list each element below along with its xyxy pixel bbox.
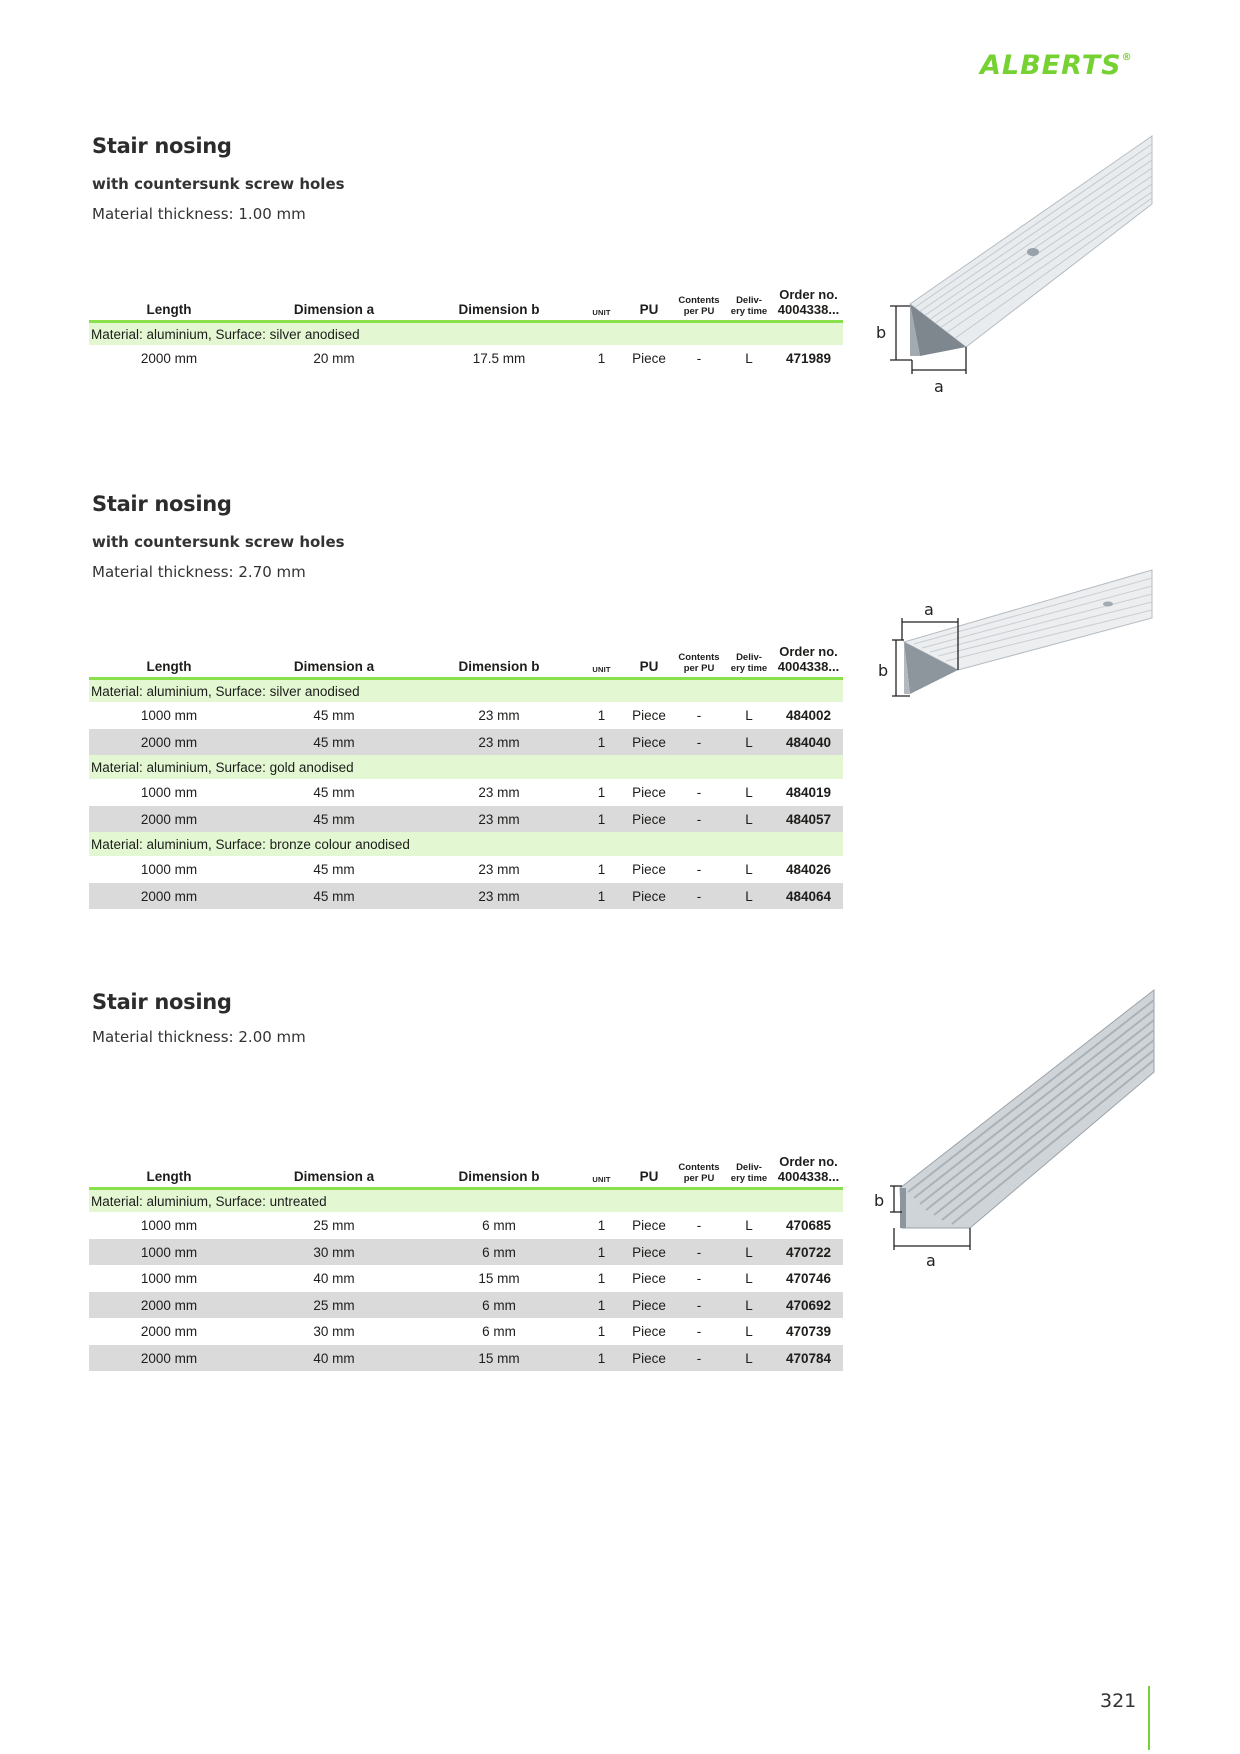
cell-unit: 1 bbox=[597, 1271, 606, 1287]
section-title: Stair nosing bbox=[92, 990, 232, 1014]
cell-length: 2000 mm bbox=[140, 351, 198, 367]
table-header bbox=[89, 1155, 843, 1188]
cell-dimension-b: 23 mm bbox=[478, 862, 520, 878]
cell-dimension-a: 25 mm bbox=[249, 1292, 419, 1319]
cell-dimension-a: 25 mm bbox=[313, 1218, 355, 1234]
cell-order: 484026 bbox=[785, 862, 832, 878]
cell-dimension-b: 23 mm bbox=[419, 729, 579, 756]
cell-order: 470685 bbox=[785, 1218, 832, 1234]
cell-order: 471989 bbox=[785, 351, 832, 367]
cell-length: 2000 mm bbox=[89, 1345, 249, 1372]
col-dimension-b: Dimension b bbox=[419, 288, 579, 321]
cell-contents: - bbox=[674, 1239, 724, 1266]
material-label: Material: aluminium, Surface: silver anodised bbox=[89, 678, 843, 702]
cell-length: 1000 mm bbox=[140, 1271, 198, 1287]
cell-unit: 1 bbox=[597, 1324, 606, 1340]
col-order-line2: 4004338... bbox=[777, 658, 840, 674]
cell-contents: - bbox=[674, 806, 724, 833]
cell-contents: - bbox=[696, 1271, 702, 1287]
registered-mark: ® bbox=[1121, 52, 1133, 63]
cell-delivery: L bbox=[745, 1324, 753, 1340]
brand-name: ALBERTS bbox=[980, 50, 1122, 81]
col-order bbox=[774, 1155, 843, 1188]
dimension-a-label: a bbox=[924, 600, 934, 619]
cell-delivery: L bbox=[745, 1218, 753, 1234]
cell-length: 1000 mm bbox=[140, 785, 198, 801]
dimension-b-label: b bbox=[876, 323, 887, 342]
cell-pu: Piece bbox=[624, 1239, 674, 1266]
cell-dimension-b: 15 mm bbox=[478, 1271, 520, 1287]
cell-dimension-b: 6 mm bbox=[482, 1218, 516, 1234]
cell-length: 2000 mm bbox=[89, 729, 249, 756]
section-subtitle: with countersunk screw holes bbox=[92, 175, 345, 193]
cell-order: 484002 bbox=[785, 708, 832, 724]
cell-delivery: L bbox=[745, 708, 753, 724]
cell-dimension-b: 15 mm bbox=[419, 1345, 579, 1372]
col-pu: PU bbox=[624, 645, 674, 678]
col-contents-line2: per PU bbox=[683, 305, 715, 317]
col-delivery bbox=[724, 645, 774, 678]
col-unit: UNIT bbox=[579, 1155, 624, 1188]
cell-unit: 1 bbox=[579, 1239, 624, 1266]
table-row bbox=[89, 1292, 843, 1319]
material-thickness: Material thickness: 2.00 mm bbox=[92, 1028, 306, 1046]
cell-order: 470739 bbox=[785, 1324, 832, 1340]
table-row bbox=[89, 1318, 843, 1345]
col-delivery bbox=[724, 288, 774, 321]
col-order bbox=[774, 288, 843, 321]
cell-unit: 1 bbox=[597, 862, 606, 878]
cell-order: 484057 bbox=[774, 806, 843, 833]
cell-dimension-b: 23 mm bbox=[478, 708, 520, 724]
col-unit: UNIT bbox=[579, 288, 624, 321]
material-label: Material: aluminium, Surface: untreated bbox=[89, 1188, 843, 1212]
material-row bbox=[89, 832, 843, 856]
col-contents-line1: Contents bbox=[678, 652, 720, 664]
page-number-bar bbox=[1148, 1686, 1150, 1750]
cell-pu: Piece bbox=[632, 351, 666, 367]
cell-unit: 1 bbox=[579, 806, 624, 833]
cell-length: 2000 mm bbox=[89, 806, 249, 833]
col-length: Length bbox=[89, 288, 249, 321]
cell-length: 1000 mm bbox=[140, 862, 198, 878]
cell-delivery: L bbox=[724, 883, 774, 910]
col-dimension-a: Dimension a bbox=[249, 1155, 419, 1188]
cell-dimension-a: 30 mm bbox=[249, 1239, 419, 1266]
cell-order: 470784 bbox=[774, 1345, 843, 1372]
product-table-2 bbox=[89, 645, 843, 909]
cell-pu: Piece bbox=[632, 1324, 666, 1340]
cell-pu: Piece bbox=[632, 1271, 666, 1287]
col-order bbox=[774, 645, 843, 678]
stair-nosing-illustration-2 bbox=[870, 566, 1160, 706]
col-length: Length bbox=[89, 645, 249, 678]
col-order-line2: 4004338... bbox=[777, 1168, 840, 1184]
cell-dimension-a: 30 mm bbox=[313, 1324, 355, 1340]
material-row bbox=[89, 755, 843, 779]
cell-pu: Piece bbox=[632, 862, 666, 878]
dimension-b-label: b bbox=[878, 661, 889, 680]
cell-order: 484064 bbox=[774, 883, 843, 910]
cell-unit: 1 bbox=[579, 1345, 624, 1372]
cell-contents: - bbox=[674, 1292, 724, 1319]
col-delivery-line2: ery time bbox=[730, 1172, 768, 1184]
cell-contents: - bbox=[696, 785, 702, 801]
cell-delivery: L bbox=[724, 1239, 774, 1266]
cell-order: 470746 bbox=[785, 1271, 832, 1287]
cell-dimension-b: 23 mm bbox=[419, 883, 579, 910]
col-dimension-b: Dimension b bbox=[419, 645, 579, 678]
cell-unit: 1 bbox=[579, 883, 624, 910]
cell-contents: - bbox=[674, 883, 724, 910]
cell-delivery: L bbox=[724, 1345, 774, 1372]
section-title: Stair nosing bbox=[92, 492, 232, 516]
col-length: Length bbox=[89, 1155, 249, 1188]
cell-unit: 1 bbox=[579, 729, 624, 756]
cell-length: 2000 mm bbox=[89, 1292, 249, 1319]
cell-contents: - bbox=[696, 862, 702, 878]
cell-dimension-a: 45 mm bbox=[249, 806, 419, 833]
cell-dimension-a: 20 mm bbox=[313, 351, 355, 367]
col-dimension-b: Dimension b bbox=[419, 1155, 579, 1188]
cell-dimension-a: 40 mm bbox=[313, 1271, 355, 1287]
cell-unit: 1 bbox=[597, 1218, 606, 1234]
stair-nosing-illustration-3 bbox=[862, 988, 1162, 1268]
dimension-b-label: b bbox=[874, 1191, 885, 1210]
table-row bbox=[89, 856, 843, 883]
material-row bbox=[89, 321, 843, 345]
product-table-1 bbox=[89, 288, 843, 372]
table-header bbox=[89, 288, 843, 321]
cell-pu: Piece bbox=[632, 708, 666, 724]
col-dimension-a: Dimension a bbox=[249, 645, 419, 678]
material-label: Material: aluminium, Surface: bronze colour anodised bbox=[89, 832, 843, 856]
col-delivery-line2: ery time bbox=[730, 662, 768, 674]
material-row bbox=[89, 1188, 843, 1212]
cell-dimension-b: 6 mm bbox=[419, 1239, 579, 1266]
dimension-a-label: a bbox=[934, 377, 944, 396]
alberts-logo bbox=[980, 50, 1150, 80]
col-unit: UNIT bbox=[579, 645, 624, 678]
table-row bbox=[89, 345, 843, 372]
table-row bbox=[89, 1212, 843, 1239]
cell-pu: Piece bbox=[624, 883, 674, 910]
cell-length: 1000 mm bbox=[140, 1218, 198, 1234]
cell-dimension-a: 45 mm bbox=[313, 708, 355, 724]
cell-delivery: L bbox=[745, 785, 753, 801]
cell-dimension-a: 45 mm bbox=[249, 883, 419, 910]
col-dimension-a: Dimension a bbox=[249, 288, 419, 321]
cell-contents: - bbox=[674, 1345, 724, 1372]
cell-length: 1000 mm bbox=[89, 1239, 249, 1266]
cell-delivery: L bbox=[724, 729, 774, 756]
col-delivery-line1: Deliv- bbox=[736, 652, 762, 664]
cell-unit: 1 bbox=[579, 1292, 624, 1319]
col-order-line1: Order no. bbox=[779, 1154, 838, 1169]
cell-dimension-a: 45 mm bbox=[313, 785, 355, 801]
cell-delivery: L bbox=[724, 1292, 774, 1319]
col-contents-line1: Contents bbox=[678, 295, 720, 307]
cell-delivery: L bbox=[724, 806, 774, 833]
cell-contents: - bbox=[696, 1218, 702, 1234]
cell-dimension-b: 17.5 mm bbox=[472, 351, 526, 367]
table-row bbox=[89, 779, 843, 806]
cell-dimension-b: 23 mm bbox=[478, 785, 520, 801]
cell-unit: 1 bbox=[597, 785, 606, 801]
col-delivery-line1: Deliv- bbox=[736, 1162, 762, 1174]
cell-length: 2000 mm bbox=[140, 1324, 198, 1340]
cell-unit: 1 bbox=[597, 708, 606, 724]
cell-contents: - bbox=[674, 729, 724, 756]
table-row bbox=[89, 1265, 843, 1292]
cell-pu: Piece bbox=[632, 1218, 666, 1234]
col-delivery-line2: ery time bbox=[730, 305, 768, 317]
material-thickness: Material thickness: 2.70 mm bbox=[92, 563, 306, 581]
cell-dimension-a: 45 mm bbox=[313, 862, 355, 878]
cell-contents: - bbox=[696, 708, 702, 724]
col-order-line2: 4004338... bbox=[777, 301, 840, 317]
cell-length: 2000 mm bbox=[89, 883, 249, 910]
stair-nosing-illustration-1 bbox=[870, 134, 1160, 404]
cell-dimension-b: 23 mm bbox=[419, 806, 579, 833]
cell-order: 484019 bbox=[785, 785, 832, 801]
dimension-a-label: a bbox=[926, 1251, 936, 1268]
col-contents-line1: Contents bbox=[678, 1162, 720, 1174]
col-contents-line2: per PU bbox=[683, 662, 715, 674]
section-subtitle: with countersunk screw holes bbox=[92, 533, 345, 551]
table-row bbox=[89, 1345, 843, 1372]
cell-length: 1000 mm bbox=[140, 708, 198, 724]
col-contents bbox=[674, 645, 724, 678]
cell-dimension-b: 6 mm bbox=[419, 1292, 579, 1319]
cell-delivery: L bbox=[745, 1271, 753, 1287]
page-number: 321 bbox=[1100, 1690, 1137, 1712]
cell-delivery: L bbox=[745, 862, 753, 878]
table-row bbox=[89, 702, 843, 729]
cell-dimension-a: 45 mm bbox=[249, 729, 419, 756]
cell-delivery: L bbox=[745, 351, 753, 367]
cell-contents: - bbox=[696, 351, 702, 367]
cell-pu: Piece bbox=[624, 1292, 674, 1319]
col-pu: PU bbox=[624, 288, 674, 321]
table-row bbox=[89, 1239, 843, 1266]
col-contents-line2: per PU bbox=[683, 1172, 715, 1184]
section-title: Stair nosing bbox=[92, 134, 232, 158]
col-order-line1: Order no. bbox=[779, 287, 838, 302]
col-contents bbox=[674, 288, 724, 321]
col-contents bbox=[674, 1155, 724, 1188]
cell-dimension-a: 40 mm bbox=[249, 1345, 419, 1372]
col-pu: PU bbox=[624, 1155, 674, 1188]
col-delivery-line1: Deliv- bbox=[736, 295, 762, 307]
product-table-3 bbox=[89, 1155, 843, 1371]
cell-contents: - bbox=[696, 1324, 702, 1340]
cell-order: 470722 bbox=[774, 1239, 843, 1266]
cell-pu: Piece bbox=[624, 806, 674, 833]
material-label: Material: aluminium, Surface: silver anodised bbox=[89, 321, 843, 345]
col-order-line1: Order no. bbox=[779, 644, 838, 659]
table-header bbox=[89, 645, 843, 678]
cell-pu: Piece bbox=[632, 785, 666, 801]
col-delivery bbox=[724, 1155, 774, 1188]
cell-pu: Piece bbox=[624, 729, 674, 756]
table-row bbox=[89, 806, 843, 833]
table-row bbox=[89, 883, 843, 910]
material-row bbox=[89, 678, 843, 702]
cell-unit: 1 bbox=[597, 351, 606, 367]
cell-order: 470692 bbox=[774, 1292, 843, 1319]
cell-dimension-b: 6 mm bbox=[482, 1324, 516, 1340]
table-row bbox=[89, 729, 843, 756]
cell-order: 484040 bbox=[774, 729, 843, 756]
material-label: Material: aluminium, Surface: gold anodised bbox=[89, 755, 843, 779]
material-thickness: Material thickness: 1.00 mm bbox=[92, 205, 306, 223]
cell-pu: Piece bbox=[624, 1345, 674, 1372]
